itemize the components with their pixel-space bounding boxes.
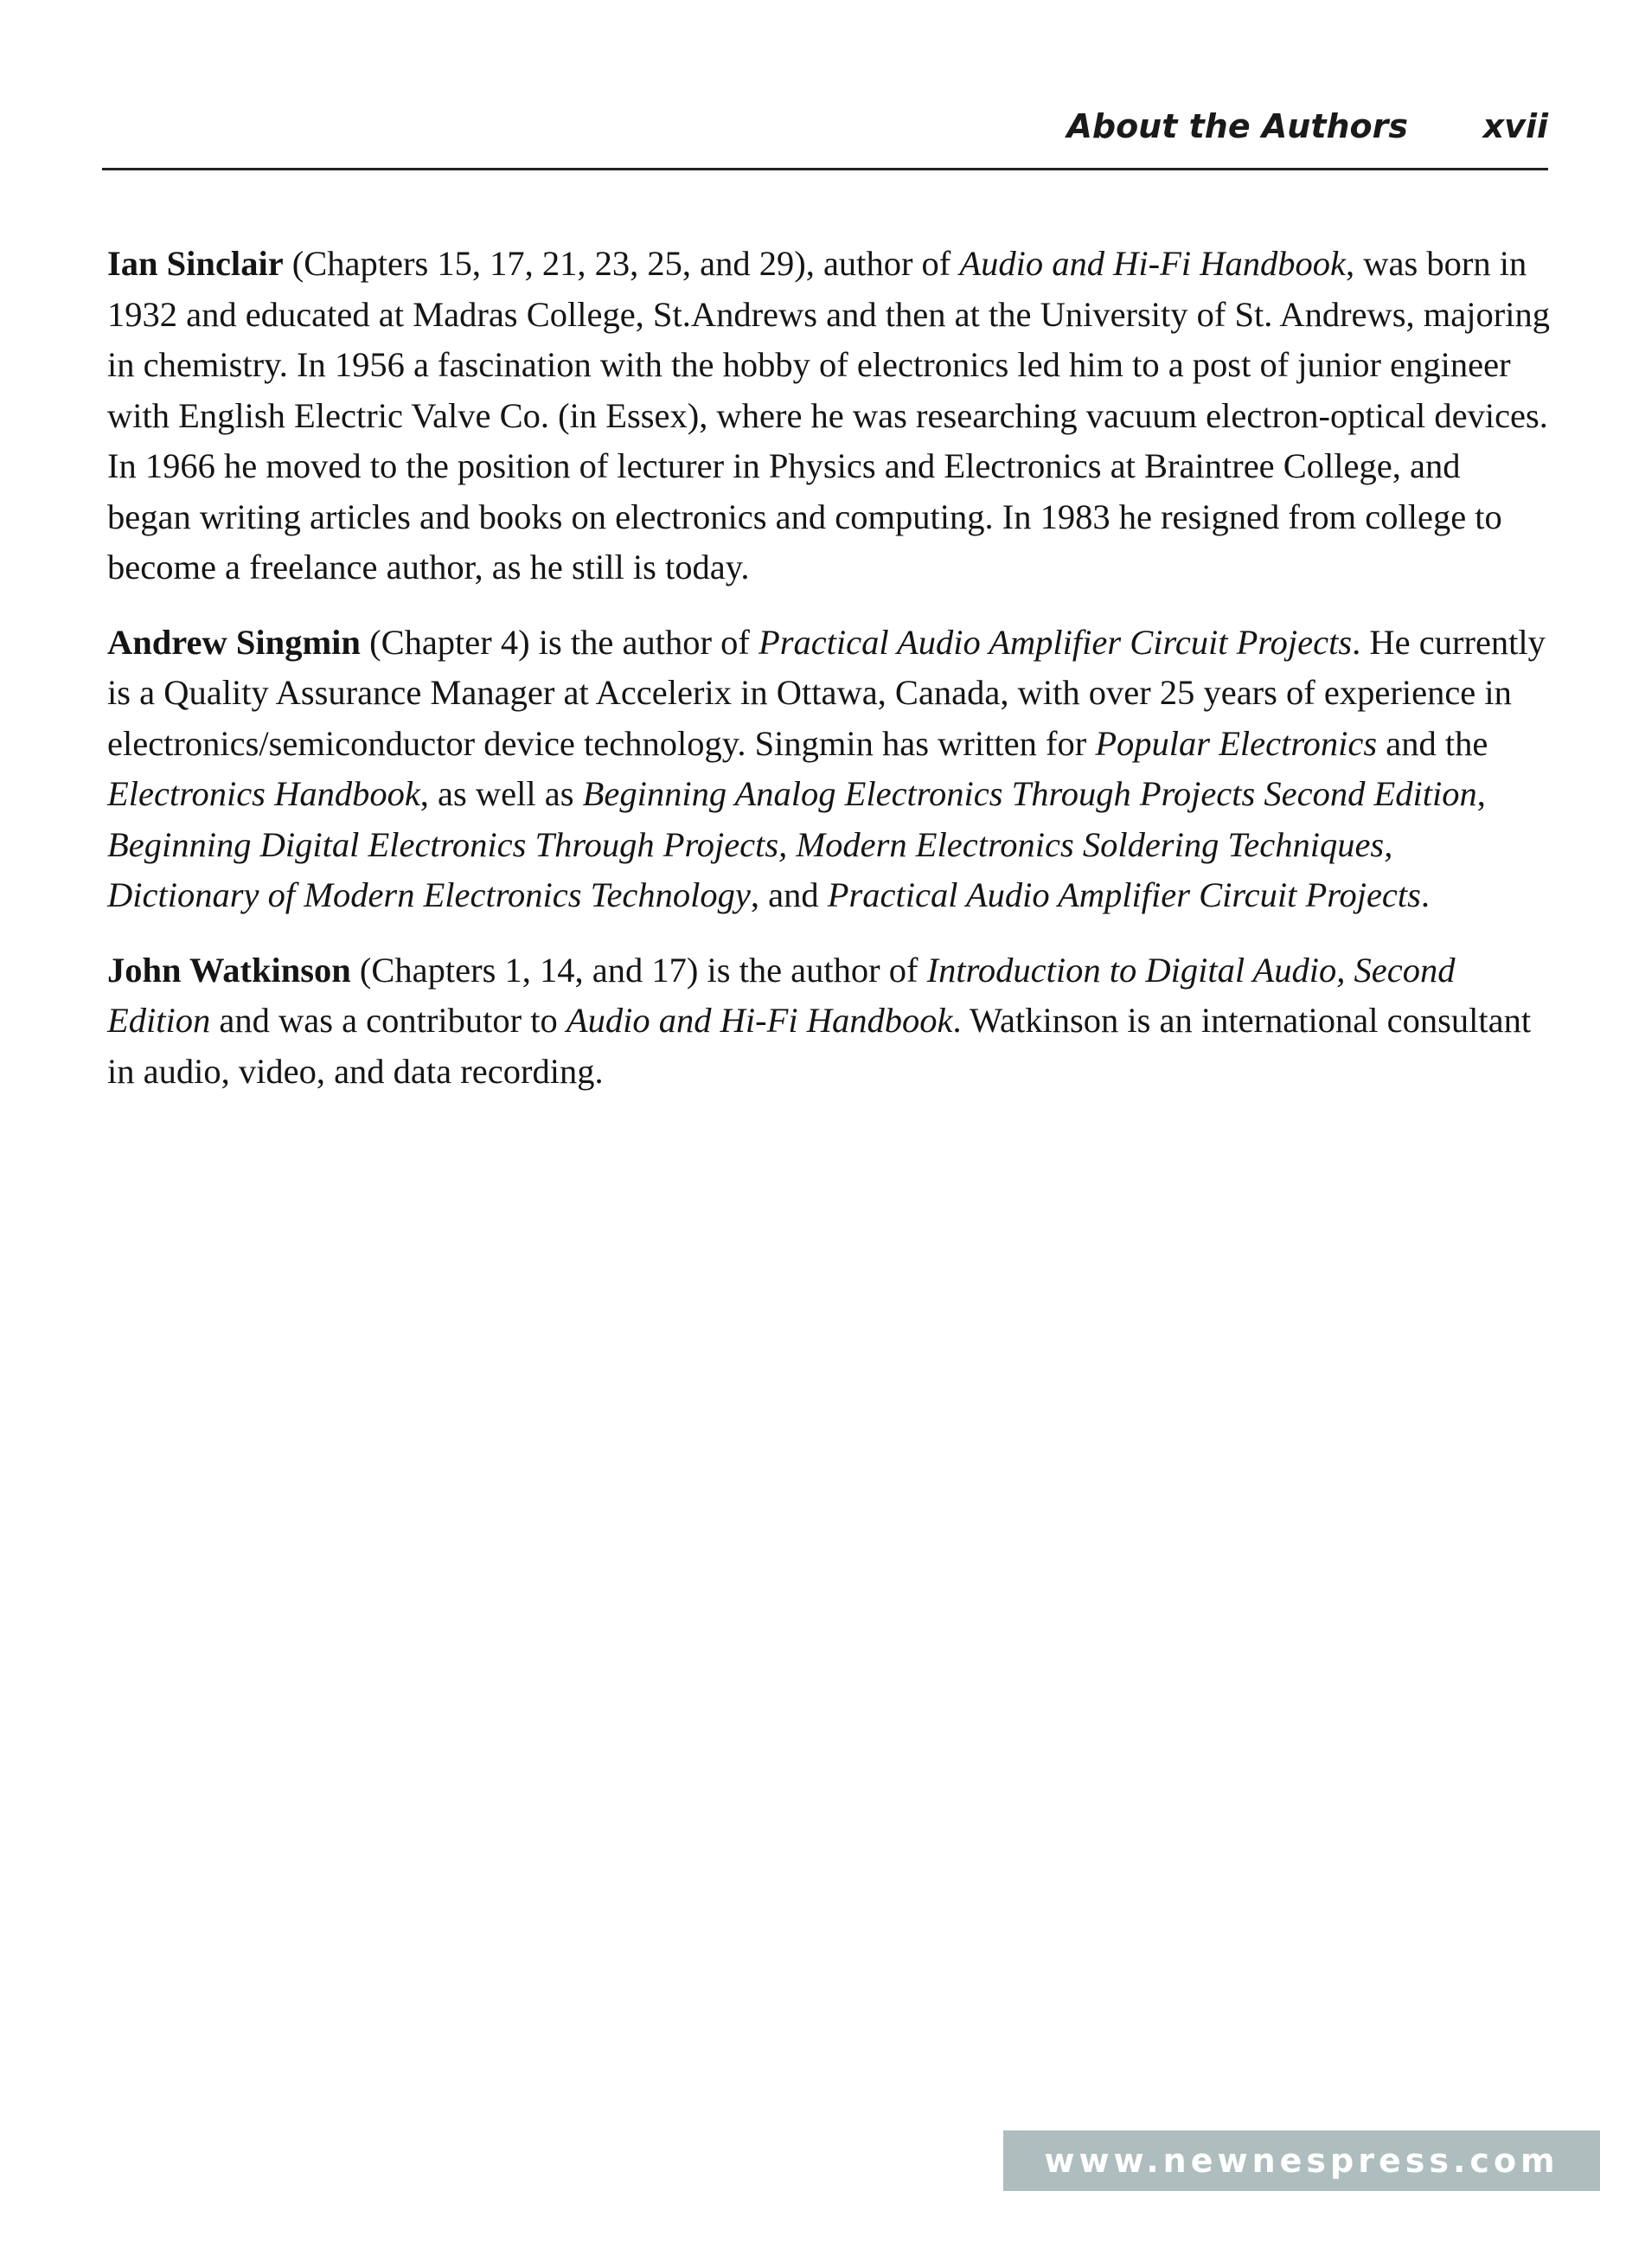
- bio-text: , and: [750, 875, 828, 914]
- bio-john-watkinson: [107, 945, 1550, 1098]
- book-title: Beginning Digital Electronics Through Projects, Modern Electronics Soldering Techniques, Dictionary of Modern Electronics Technology: [107, 824, 1393, 914]
- bio-ian-sinclair: [107, 239, 1550, 593]
- bio-andrew-singmin: [107, 618, 1550, 921]
- running-head-title: About the Authors: [1066, 107, 1408, 145]
- book-title: Introduction to Digital Audio, Second Edition: [107, 950, 1456, 1040]
- author-bios: [107, 239, 1550, 1121]
- bio-text: (Chapters 1, 14, and 17) is the author of: [350, 950, 927, 990]
- page-header: [102, 102, 1548, 170]
- book-title: Practical Audio Amplifier Circuit Projects: [827, 875, 1421, 914]
- book-title: Audio and Hi-Fi Handbook: [959, 244, 1346, 283]
- author-name: Ian Sinclair: [107, 244, 284, 283]
- book-title: Electronics Handbook: [107, 774, 420, 813]
- bio-text: and was a contributor to: [210, 1001, 566, 1040]
- bio-text: .: [1420, 875, 1431, 914]
- book-title: Beginning Analog Electronics Through Projects Second Edition: [582, 774, 1477, 813]
- page-number: xvii: [1482, 107, 1548, 145]
- bio-text: ,: [1476, 774, 1486, 813]
- bio-text: and the: [1377, 723, 1488, 763]
- bio-text: (Chapter 4) is the author of: [360, 622, 758, 662]
- author-name: John Watkinson: [107, 950, 351, 990]
- bio-text: . Watkinson is an international consultant in audio, video, and data recording.: [107, 1001, 1532, 1091]
- bio-text: , as well as: [419, 774, 583, 813]
- bio-text: (Chapters 15, 17, 21, 23, 25, and 29), author of: [283, 244, 960, 283]
- author-name: Andrew Singmin: [107, 622, 361, 662]
- bio-text: . He currently is a Quality Assurance Manager at Accelerix in Ottawa, Canada, with over 25 years of experience in electronics/semiconductor device technology. Singmin has written for: [107, 622, 1546, 763]
- publisher-url-banner: www.newnespress.com: [1003, 2130, 1600, 2191]
- book-title: Audio and Hi-Fi Handbook: [566, 1001, 953, 1040]
- book-title: Practical Audio Amplifier Circuit Projects: [758, 622, 1353, 662]
- book-title: Popular Electronics: [1095, 723, 1378, 763]
- bio-text: , was born in 1932 and educated at Madras College, St.Andrews and then at the University of St. Andrews, majoring in chemistry. In 1956 a fascination with the hobby of electronics led him to a post of junior engineer with English Electric Valve Co. (in Essex), where he was researching vacuum electron-optical devices. In 1966 he moved to the position of lecturer in Physics and Electronics at Braintree College, and began writing articles and books on electronics and computing. In 1983 he resigned from college to become a freelance author, as he still is today.: [107, 244, 1551, 586]
